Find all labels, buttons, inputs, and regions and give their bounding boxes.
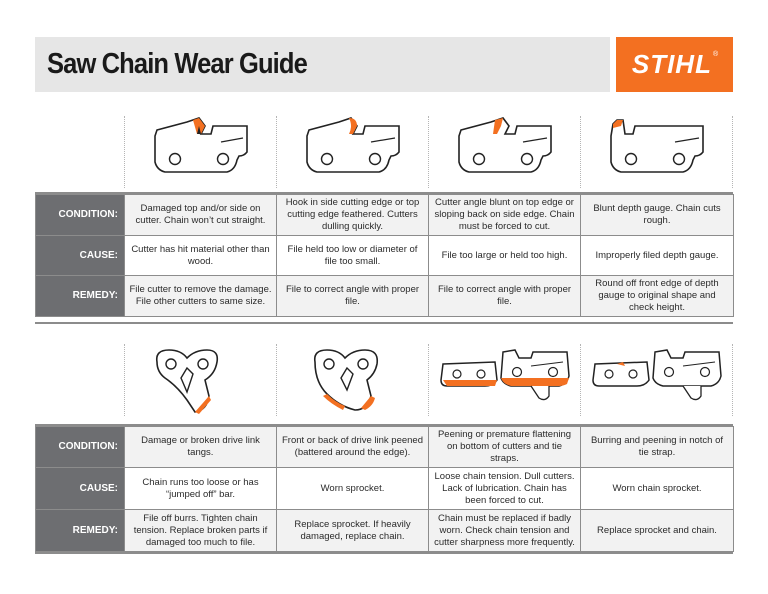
row-label: REMEDY: [36, 510, 125, 552]
illustrations-row-1 [35, 112, 733, 194]
table-cell: Chain runs too loose or has “jumped off” bar. [125, 468, 277, 510]
cutter-blunt-angle-icon [451, 112, 561, 194]
cutter-hook-edge-icon [299, 112, 409, 194]
table-cell: Worn sprocket. [277, 468, 429, 510]
table-cell: Replace sprocket and chain. [581, 510, 734, 552]
table2-bottom-rule [35, 552, 733, 554]
row-label: CONDITION: [36, 195, 125, 236]
table-cell: Loose chain tension. Dull cutters. Lack of lubrication. Chain has been forced to cut. [429, 468, 581, 510]
table-cell: Peening or premature flattening on bottom of cutters and tie straps. [429, 427, 581, 468]
table2-row-condition [36, 427, 734, 468]
tie-strap-burring-icon [587, 340, 727, 422]
table-cell: Front or back of drive link peened (battered around the edge). [277, 427, 429, 468]
table-cell: Damaged top and/or side on cutter. Chain won’t cut straight. [125, 195, 277, 236]
table-cell: File too large or held too high. [429, 236, 581, 276]
table-cell: Improperly filed depth gauge. [581, 236, 734, 276]
stihl-logo [616, 37, 733, 92]
table-cell: File to correct angle with proper file. [429, 276, 581, 317]
table1-row-condition [36, 195, 734, 236]
cutter-damaged-top-icon [147, 112, 257, 194]
logo-registered-mark: ® [712, 51, 719, 58]
table-cell: Burring and peening in notch of tie strap. [581, 427, 734, 468]
row-label: REMEDY: [36, 276, 125, 317]
table1-row-remedy [36, 276, 734, 317]
wear-table-1 [35, 194, 734, 317]
table-cell: File cutter to remove the damage. File other cutters to same size. [125, 276, 277, 317]
table1-bottom-rule [35, 322, 733, 324]
table-cell: File held too low or diameter of file too small. [277, 236, 429, 276]
table-cell: Hook in side cutting edge or top cutting edge feathered. Cutters dulling quickly. [277, 195, 429, 236]
table-cell: Cutter angle blunt on top edge or sloping back on side edge. Chain must be forced to cut. [429, 195, 581, 236]
table-cell: Cutter has hit material other than wood. [125, 236, 277, 276]
table-cell: Round off front edge of depth gauge to original shape and check height. [581, 276, 734, 317]
illustrations-row-2 [35, 340, 733, 422]
table-cell: File to correct angle with proper file. [277, 276, 429, 317]
table-cell: File off burrs. Tighten chain tension. Replace broken parts if damaged too much to file. [125, 510, 277, 552]
drive-link-peened-icon [299, 340, 409, 422]
page-title: Saw Chain Wear Guide [47, 48, 307, 80]
cutter-blunt-depth-gauge-icon [603, 112, 713, 194]
table-cell: Replace sprocket. If heavily damaged, replace chain. [277, 510, 429, 552]
table2-row-remedy [36, 510, 734, 552]
table-cell: Worn chain sprocket. [581, 468, 734, 510]
row-label: CAUSE: [36, 236, 125, 276]
table-cell: Blunt depth gauge. Chain cuts rough. [581, 195, 734, 236]
table-cell: Chain must be replaced if badly worn. Check chain tension and cutter sharpness more frequently. [429, 510, 581, 552]
row-label: CAUSE: [36, 468, 125, 510]
row-label: CONDITION: [36, 427, 125, 468]
chain-bottom-peened-icon [435, 340, 575, 422]
drive-link-broken-tang-icon [147, 340, 257, 422]
table2-row-cause [36, 468, 734, 510]
header-bar [35, 37, 610, 92]
table1-row-cause [36, 236, 734, 276]
table-cell: Damage or broken drive link tangs. [125, 427, 277, 468]
wear-table-2 [35, 426, 734, 552]
logo-text: STIHL [631, 49, 712, 79]
